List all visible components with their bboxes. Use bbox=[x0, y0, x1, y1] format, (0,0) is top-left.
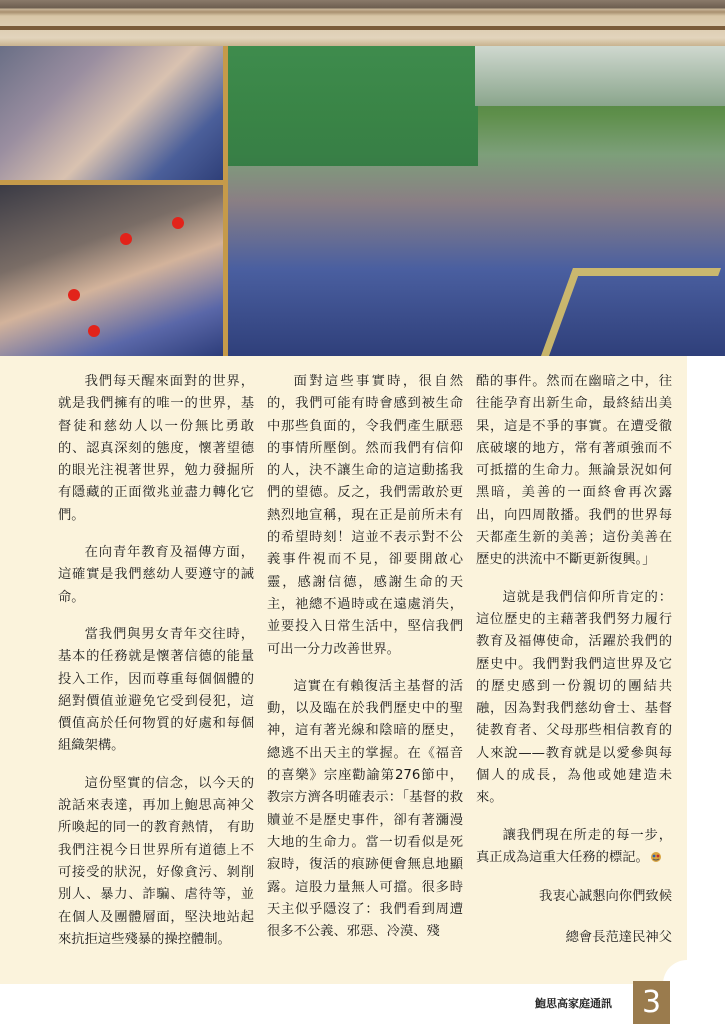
red-nose-icon bbox=[120, 233, 132, 245]
paragraph: 在向青年教育及福傳方面，這確實是我們慈幼人要遵守的誡命。 bbox=[58, 545, 254, 605]
paragraph: 這份堅實的信念，以今天的說話來表達，再加上鮑思高神父所喚起的同一的教育熱情， 有助我們注視今日世界所有道德上不可接受的狀況，好像貪污、剝削別人、暴力、詐騙、虐待等，並在個人及團體層面，堅決地站起來抗拒這些殘暴的操控體制。 bbox=[58, 775, 254, 947]
paragraph: 我們每天醒來面對的世界，就是我們擁有的唯一的世界，基督徒和慈幼人以一份無比勇敢的、認真深刻的態度，懷著望德的眼光注視著世界，勉力發掘所有隱藏的正面徵兆並盡力轉化它們。 bbox=[58, 374, 254, 523]
photo-youth-group bbox=[0, 46, 223, 180]
text-column-2 bbox=[267, 371, 463, 958]
text-column-1 bbox=[58, 371, 254, 966]
paragraph-text: 讓我們現在所走的每一步，真正成為這重大任務的標記。 bbox=[476, 827, 672, 865]
paragraph bbox=[476, 587, 672, 810]
red-nose-icon bbox=[172, 217, 184, 229]
photo-clown-noses bbox=[0, 185, 223, 356]
salesian-logo-icon bbox=[649, 851, 663, 863]
header-rule bbox=[0, 26, 725, 30]
header-band bbox=[0, 0, 725, 46]
red-nose-icon bbox=[88, 325, 100, 337]
paragraph: 當我們與男女青年交往時，基本的任務就是懷著信德的能量投入工作，因而尊重每個個體的絕對價值並避免它受到侵犯，這價值高於任何物質的好處和每個組織架構。 bbox=[58, 626, 254, 754]
paragraph-text: 這就是我們信仰所肯定的：這位歷史的主藉著我們努力履行教育及福傳使命，活躍於我們的歷史中。我們對我們這世界及它的歷史感到一份親切的團結共融，因為對我們慈幼會士、基督徒教育者、父母那些相信教育的人來說——教育就是以愛參與每個人的成長，為他或她建造未來。 bbox=[476, 589, 672, 806]
signature-greeting: 我衷心誠懇向你們致候 bbox=[539, 889, 672, 905]
red-nose-icon bbox=[68, 289, 80, 301]
photo-collage bbox=[0, 46, 725, 356]
signature-name: 總會長范達民神父 bbox=[565, 930, 672, 946]
paragraph: 酷的事件。然而在幽暗之中，往往能孕育出新生命，最終結出美果，這是不爭的事實。在遭受徹底破壞的地方，常有著頑強而不可抵擋的生命力。無論景況如何黑暗，美善的一面終會再次露出，向四周散播。我們的世界每天都產生新的美善；這份美善在歷史的洪流中不斷更新復興。」 bbox=[476, 374, 672, 568]
photo-crowd bbox=[228, 46, 725, 356]
page-number: 3 bbox=[633, 981, 670, 1024]
yellow-railing bbox=[541, 268, 721, 356]
paragraph: 這實在有賴復活主基督的活動，以及臨在於我們歷史中的聖神，這有著光線和陰暗的歷史，總逃不出天主的掌握。在《福音的喜樂》宗座勸諭第276節中，教宗方濟各明確表示：「基督的救贖並不是歷史事件，卻有著瀰漫大地的生命力。當一切看似是死寂時，復活的痕跡便會無息地顯露。這股力量無人可擋。很多時天主似乎隱沒了：我們看到周遭很多不公義、邪惡、冷漠、殘 bbox=[267, 678, 463, 940]
text-column-3 bbox=[476, 371, 672, 966]
green-bus bbox=[228, 46, 478, 166]
paragraph bbox=[476, 825, 672, 870]
paragraph: 面對這些事實時，很自然的，我們可能有時會感到被生命中那些負面的，令我們產生厭惡的事情所壓倒。然而我們有信仰的人，決不讓生命的這這動搖我們的望德。反之，我們需敢於更熱烈地宣稱，現在正是前所未有的希望時刻！這並不表示對不公義事件視而不見，卻要開啟心靈，感謝信德，感謝生命的天主，祂總不過時或在遠處消失，並要投入日常生活中，堅信我們可出一分力改善世界。 bbox=[267, 374, 463, 657]
background-trees bbox=[475, 46, 725, 106]
publication-name: 鮑思高家庭通訊 bbox=[535, 997, 612, 1010]
